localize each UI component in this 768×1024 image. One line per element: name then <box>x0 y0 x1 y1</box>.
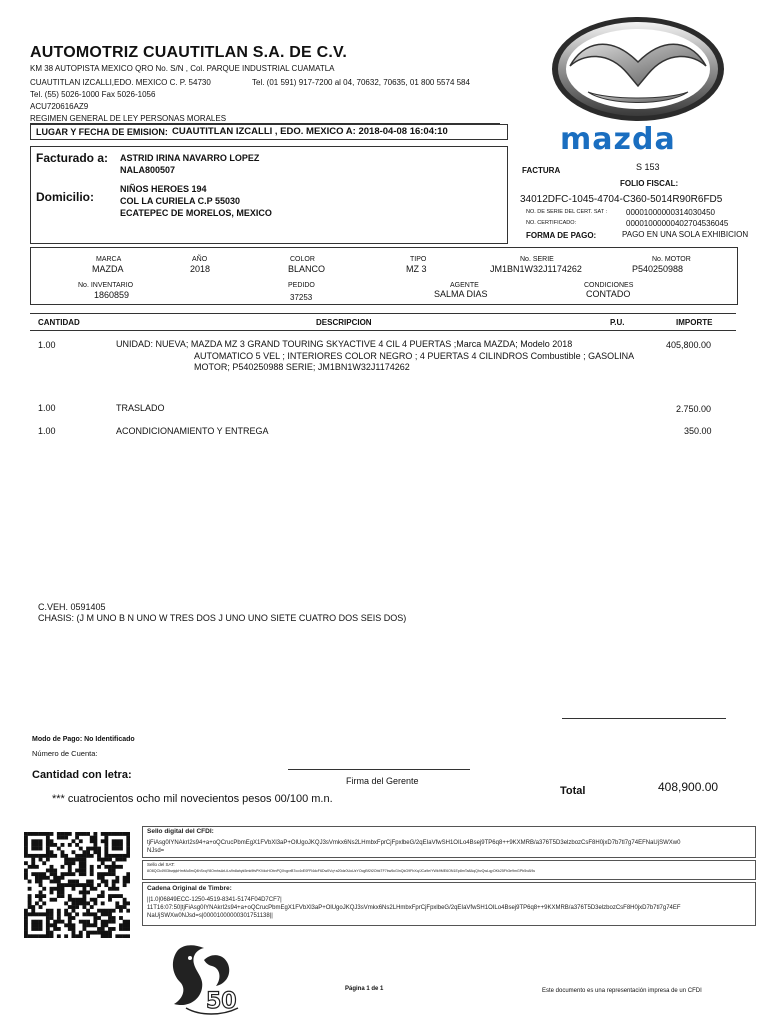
row-amount: 405,800.00 <box>666 340 712 350</box>
cert-label: NO. CERTIFICADO: <box>526 220 577 226</box>
cert-value: 00001000000402704536045 <box>626 219 729 228</box>
issue-value: CUAUTITLAN IZCALLI , EDO. MEXICO A: 2018-04-08 16:04:10 <box>172 126 448 137</box>
total-value: 408,900.00 <box>658 780 719 794</box>
company-tax-regime: REGIMEN GENERAL DE LEY PERSONAS MORALES <box>30 114 227 123</box>
issue-label: LUGAR Y FECHA DE EMISION: <box>36 127 168 137</box>
anniversary-emblem-icon <box>160 938 250 1018</box>
folio-fiscal-label: FOLIO FISCAL: <box>620 179 679 188</box>
customer-street: NIÑOS HEROES 194 <box>120 184 207 194</box>
anio-label: AÑO <box>192 256 208 263</box>
serie-value: JM1BN1W32J1174262 <box>490 264 582 274</box>
company-phone-fax: Tel. (55) 5026-1000 Fax 5026-1056 <box>30 90 156 99</box>
signature-line-right <box>562 718 726 719</box>
cfdi-seal-line2: NJsd= <box>147 848 165 854</box>
cfdi-representation-note: Este documento es una representación impresa de un CFDI <box>542 988 702 994</box>
sat-seal-box <box>142 860 756 880</box>
customer-rfc: NALA800507 <box>120 165 176 175</box>
col-cantidad: CANTIDAD <box>38 318 80 327</box>
original-chain-line2: 11T16:07:50|tjFiAsg0IYNAkrI2s94+a+oQCrucPbmEgX1FVbXl3aP+OlUgoJKQJ3sVmkx6Ns2LHmbxFprCjFpxlbeG/2qEIaVfwSH1OILo4Bsej9TP6q8++9KXMRB/a376T5D3elzbozCsF8H0jxD7b7tl7g74EF <box>147 905 681 911</box>
row-amount: 350.00 <box>684 426 712 436</box>
motor-label: No. MOTOR <box>652 256 691 263</box>
row-qty: 1.00 <box>38 403 56 413</box>
factura-value: S 153 <box>636 162 660 172</box>
page-number: Página 1 de 1 <box>345 986 384 992</box>
row-amount: 2.750.00 <box>676 404 712 414</box>
qr-code-icon <box>24 832 130 938</box>
serie-label: No. SERIE <box>520 256 554 263</box>
total-label: Total <box>560 785 586 797</box>
address-label: Domicilio: <box>36 190 95 204</box>
account-number-label: Número de Cuenta: <box>32 749 98 758</box>
manager-signature-label: Firma del Gerente <box>346 776 419 786</box>
inventario-value: 1860859 <box>94 290 130 300</box>
customer-name: ASTRID IRINA NAVARRO LOPEZ <box>120 153 260 163</box>
anio-value: 2018 <box>190 264 211 274</box>
tipo-value: MZ 3 <box>406 264 427 274</box>
company-phones: Tel. (01 591) 917-7200 al 04, 70632, 70635, 01 800 5574 584 <box>252 78 470 87</box>
customer-city: ECATEPEC DE MORELOS, MEXICO <box>120 208 272 218</box>
original-chain-line1: ||1.0|06849ECC-1250-4519-8341-5174F04D7CF7| <box>147 897 282 903</box>
cfdi-seal-line1: tjFiAsg0IYNAkrI2s94+a+oQCrucPbmEgX1FVbXl3aP+OlUgoJKQJ3sVmkx6Ns2LHmbxFprCjFpxlbeG/2qEIaVfwSH1OILo4Bsej9TP6q8++9KXMRB/a376T5D3elzbozCsF8H0jxD7b7tl7g74EFNaUjSWXw0 <box>147 840 681 846</box>
pedido-value: 37253 <box>290 293 313 302</box>
condiciones-value: CONTADO <box>586 289 631 299</box>
row-description-line1: ACONDICIONAMIENTO Y ENTREGA <box>116 426 269 436</box>
svg-text:50: 50 <box>206 989 237 1014</box>
company-rfc: ACU720616AZ9 <box>30 102 89 111</box>
factura-label: FACTURA <box>522 166 561 175</box>
col-pu: P.U. <box>610 318 625 327</box>
col-descripcion: DESCRIPCION <box>316 318 372 327</box>
vehicle-code: C.VEH. 0591405 <box>38 602 106 612</box>
color-value: BLANCO <box>288 264 326 274</box>
tipo-label: TIPO <box>410 256 427 263</box>
mazda-logo-icon <box>548 14 728 124</box>
row-description-line2: AUTOMATICO 5 VEL ; INTERIORES COLOR NEGRO ; 4 PUERTAS 4 CILINDROS Combustible ; GASOLINA <box>194 351 635 361</box>
row-qty: 1.00 <box>38 340 56 350</box>
amount-in-words: *** cuatrocientos ocho mil novecientos pesos 00/100 m.n. <box>52 793 333 805</box>
sat-seal-value: 8O8QCk4903bwjqkHmMu5mQ4hSxqY8OmhsArLiLs9n8ahyk5mk9fsPKVdoHObnPQXvgxrB7cc4xE0FR4dcF6Dw0Vq+a20dz0UoUzYOcgBf2t2ObkTF7bw5cGlnQkG9FbXq/JCa9e/YWk9ME6ON1Ep8mTa8AqQhvQwLqyOKk25Fh3e9mGPb5vAl9u <box>147 869 536 873</box>
payment-form-label: FORMA DE PAGO: <box>526 231 597 240</box>
folio-fiscal-value: 34012DFC-1045-4704-C360-5014R90R6FD5 <box>520 194 723 205</box>
original-chain-line3: NaUjSWXw0NJsd=s|00001000000301751138|| <box>147 913 273 919</box>
billed-to-label: Facturado a: <box>36 151 109 165</box>
original-chain-label: Cadena Original de Timbre: <box>147 885 232 892</box>
color-label: COLOR <box>290 256 315 263</box>
payment-form-value: PAGO EN UNA SOLA EXHIBICION <box>622 230 749 239</box>
agente-value: SALMA DIAS <box>434 289 488 299</box>
agente-label: AGENTE <box>450 282 479 289</box>
cfdi-seal-label: Sello digital del CFDI: <box>147 828 214 835</box>
sat-cert-serial-value: 00001000000314030450 <box>626 208 715 217</box>
row-description-line3: MOTOR; P540250988 SERIE; JM1BN1W32J1174262 <box>194 362 410 372</box>
manager-signature-line <box>288 769 470 770</box>
payment-mode: Modo de Pago: No Identificado <box>32 736 135 743</box>
marca-value: MAZDA <box>92 264 124 274</box>
row-qty: 1.00 <box>38 426 56 436</box>
mazda-wordmark: mazda <box>560 122 676 157</box>
inventario-label: No. INVENTARIO <box>78 282 134 289</box>
row-description-line1: UNIDAD: NUEVA; MAZDA MZ 3 GRAND TOURING SKYACTIVE 4 CIL 4 PUERTAS ;Marca MAZDA; Modelo 2018 <box>116 339 573 349</box>
company-address-line2: CUAUTITLAN IZCALLI,EDO. MEXICO C. P. 54730 <box>30 78 211 87</box>
table-top-rule <box>30 313 736 314</box>
col-importe: IMPORTE <box>676 318 713 327</box>
company-address-line1: KM 38 AUTOPISTA MEXICO QRO No. S/N , Col. PARQUE INDUSTRIAL CUAMATLA <box>30 64 335 73</box>
sat-seal-label: Sello del SAT: <box>147 862 175 867</box>
vehicle-box <box>30 247 738 305</box>
amount-in-words-label: Cantidad con letra: <box>32 769 132 781</box>
row-description-line1: TRASLADO <box>116 403 165 413</box>
cfdi-seal-box <box>142 826 756 858</box>
motor-value: P540250988 <box>632 264 684 274</box>
original-chain-box <box>142 882 756 926</box>
condiciones-label: CONDICIONES <box>584 282 634 289</box>
pedido-label: PEDIDO <box>288 282 315 289</box>
table-header-rule <box>30 330 736 331</box>
sat-cert-serial-label: NO. DE SERIE DEL CERT. SAT : <box>526 209 608 215</box>
marca-label: MARCA <box>96 256 122 263</box>
company-name: AUTOMOTRIZ CUAUTITLAN S.A. DE C.V. <box>30 44 348 61</box>
chassis-in-words: CHASIS: (J M UNO B N UNO W TRES DOS J UNO UNO SIETE CUATRO DOS SEIS DOS) <box>38 613 407 623</box>
customer-colony: COL LA CURIELA C.P 55030 <box>120 196 241 206</box>
